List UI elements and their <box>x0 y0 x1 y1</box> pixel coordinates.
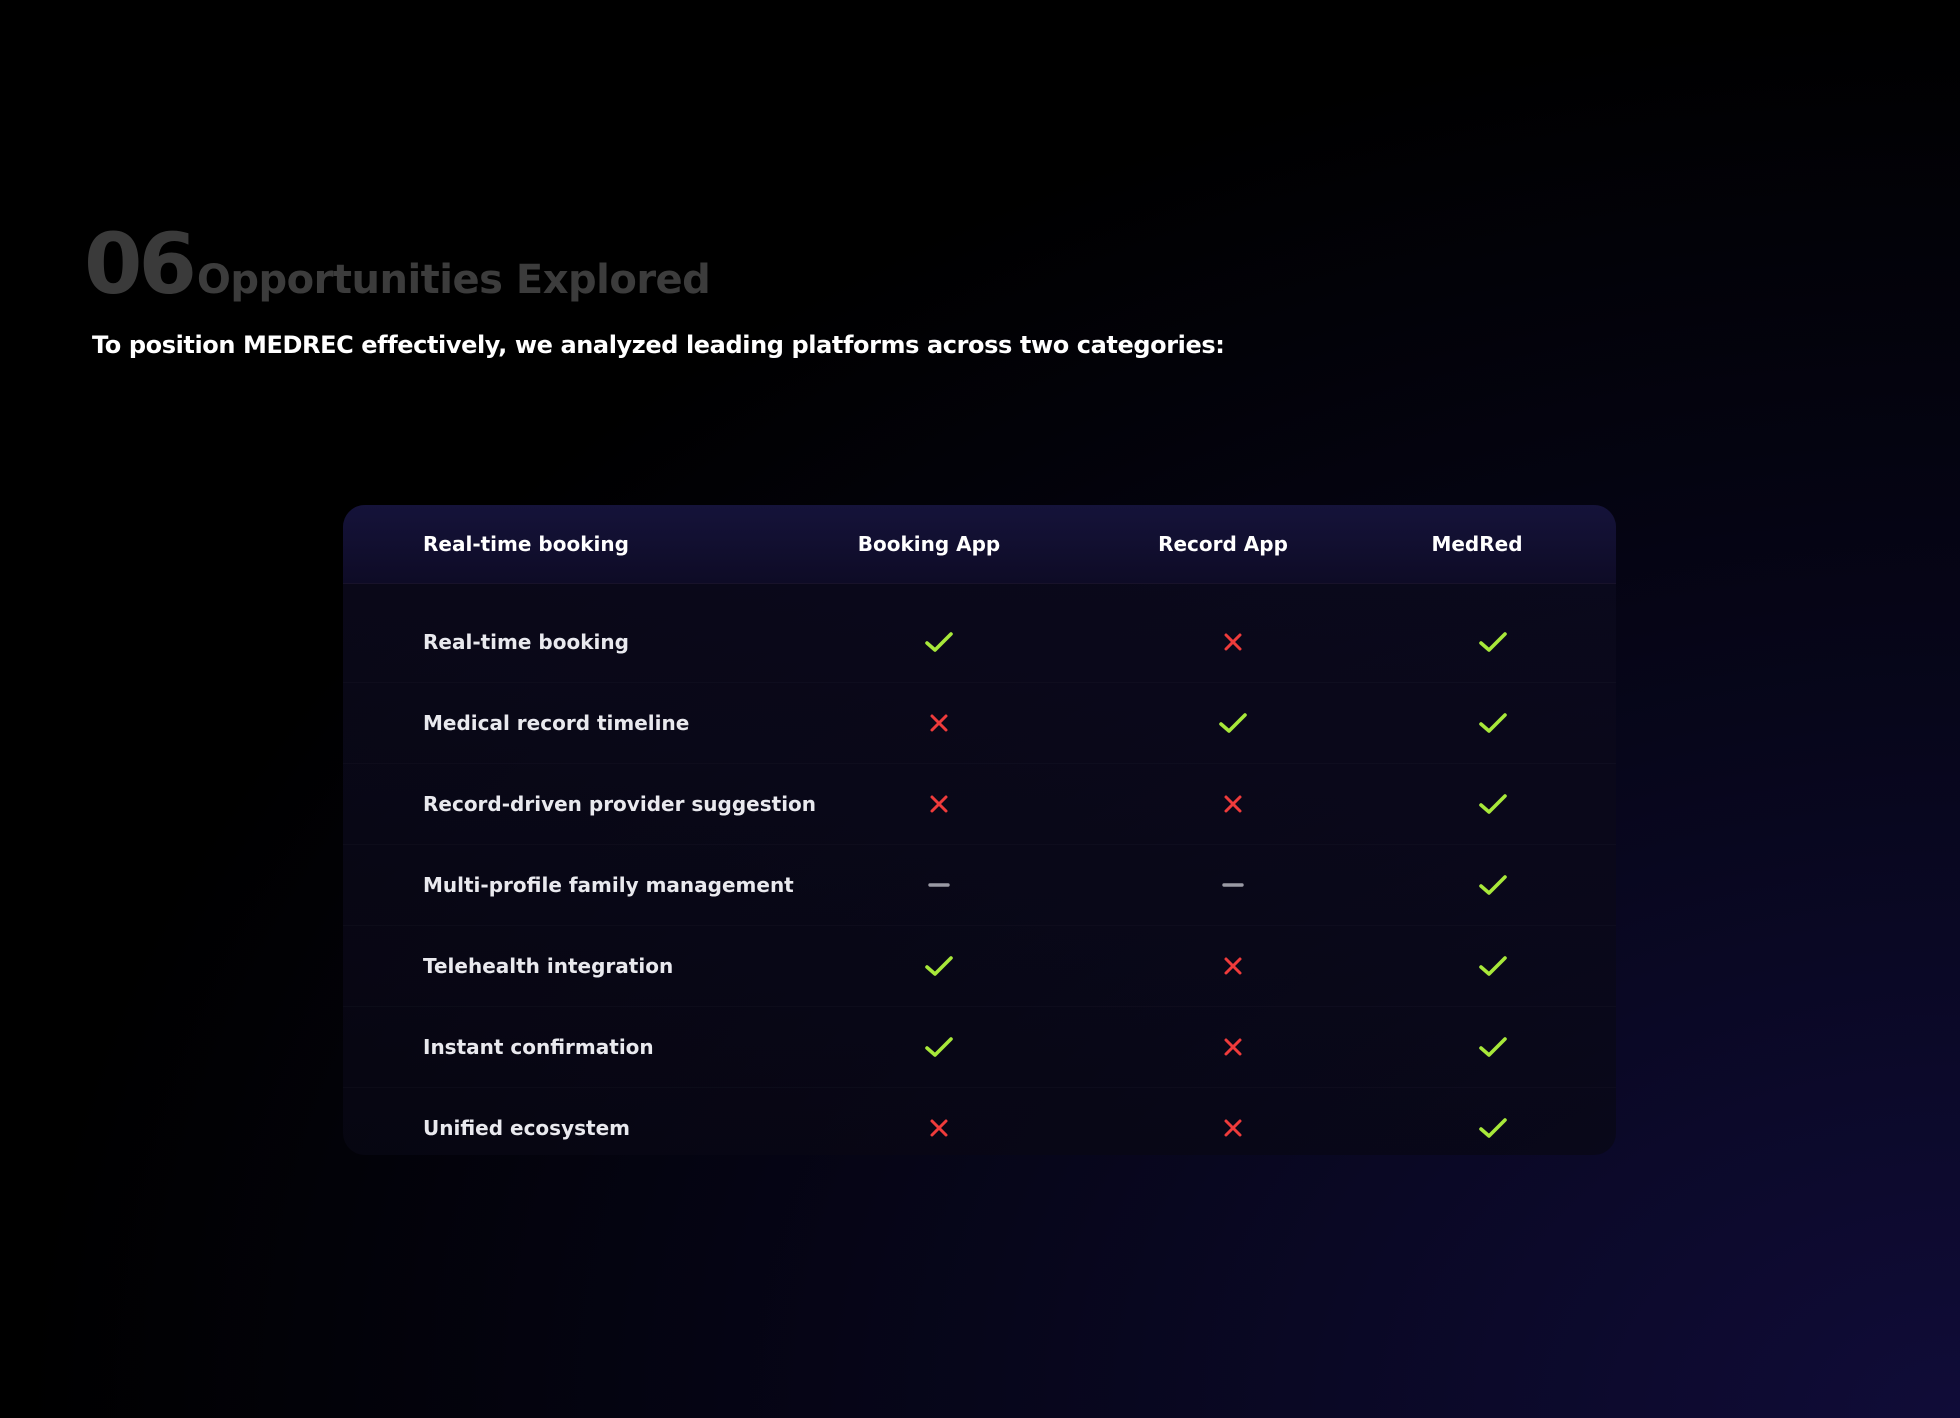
table-row <box>343 926 1616 1007</box>
check-icon <box>921 1029 957 1065</box>
section-title: Opportunities Explored <box>196 257 711 303</box>
check-icon <box>1475 624 1511 660</box>
dash-icon <box>921 867 957 903</box>
table-row <box>343 602 1616 683</box>
row-feature-label: Multi-profile family management <box>423 873 794 897</box>
table-row <box>343 1088 1616 1155</box>
check-icon <box>1475 1029 1511 1065</box>
cross-icon <box>1215 624 1251 660</box>
check-icon <box>921 948 957 984</box>
comparison-table <box>343 505 1616 1155</box>
check-icon <box>1475 705 1511 741</box>
row-feature-label: Record-driven provider suggestion <box>423 792 817 816</box>
table-row <box>343 683 1616 764</box>
table-header <box>343 505 1616 584</box>
check-icon <box>1215 705 1251 741</box>
row-feature-label: Telehealth integration <box>423 954 674 978</box>
header-medred: MedRed <box>1431 532 1523 556</box>
table-body <box>343 602 1616 1155</box>
cross-icon <box>1215 786 1251 822</box>
cross-icon <box>921 786 957 822</box>
row-feature-label: Real-time booking <box>423 630 629 654</box>
cross-icon <box>1215 948 1251 984</box>
check-icon <box>1475 1110 1511 1146</box>
header-booking-app: Booking App <box>857 532 1001 556</box>
row-feature-label: Medical record timeline <box>423 711 690 735</box>
table-row <box>343 764 1616 845</box>
header-feature: Real-time booking <box>423 532 629 556</box>
section-heading <box>84 215 711 313</box>
check-icon <box>921 624 957 660</box>
check-icon <box>1475 867 1511 903</box>
section-number: 06 <box>84 215 193 313</box>
dash-icon <box>1215 867 1251 903</box>
table-row <box>343 845 1616 926</box>
section-intro: To position MEDREC effectively, we analyzed leading platforms across two categories: <box>92 331 1225 359</box>
cross-icon <box>1215 1110 1251 1146</box>
row-feature-label: Instant confirmation <box>423 1035 654 1059</box>
row-feature-label: Unified ecosystem <box>423 1116 630 1140</box>
cross-icon <box>921 705 957 741</box>
table-row <box>343 1007 1616 1088</box>
cross-icon <box>1215 1029 1251 1065</box>
check-icon <box>1475 948 1511 984</box>
cross-icon <box>921 1110 957 1146</box>
check-icon <box>1475 786 1511 822</box>
header-record-app: Record App <box>1158 532 1288 556</box>
